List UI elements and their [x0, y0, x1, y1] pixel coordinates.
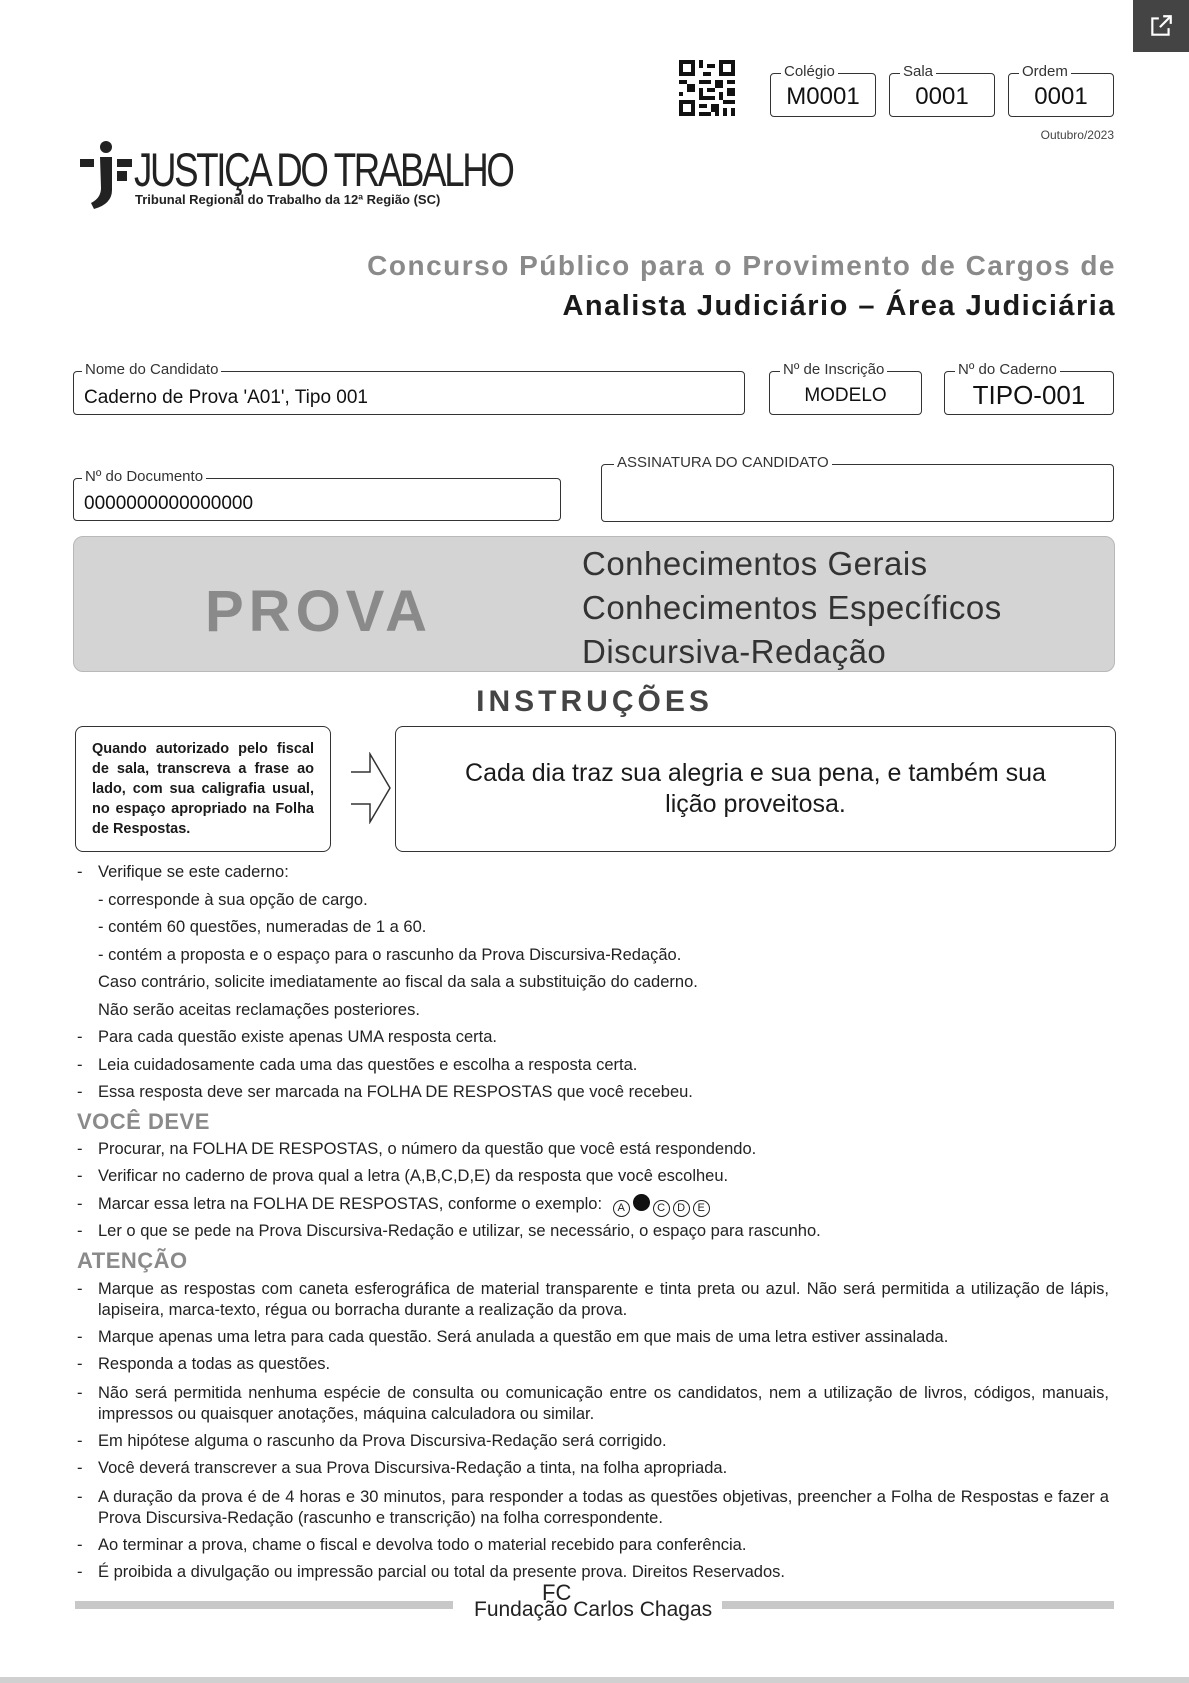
list-item: - Para cada questão existe apenas UMA resposta certa.: [77, 1028, 497, 1046]
option-c-bubble: C: [653, 1200, 670, 1217]
sub-item: - contém 60 questões, numeradas de 1 a 60.: [98, 918, 427, 936]
sala-field: [889, 63, 995, 117]
colegio-field: [770, 63, 876, 117]
inscricao-value: MODELO: [804, 385, 887, 406]
list-item: - Leia cuidadosamente cada uma das questões e escolha a resposta certa.: [77, 1055, 638, 1074]
phrase-text: Cada dia traz sua alegria e sua pena, e também sua lição proveitosa.: [465, 759, 1046, 818]
logo-subtitle: Tribunal Regional do Trabalho da 12ª Região (SC): [135, 192, 441, 207]
nome-candidato-field: [73, 361, 745, 415]
item-text: Não será permitida nenhuma espécie de consulta ou comunicação entre os candidatos, nem a utilização de livros, códigos, manuais, impressos ou quaisquer anotações, máquina calculadora ou similar.: [98, 1383, 1109, 1423]
sala-label: Sala: [900, 63, 936, 80]
assinatura-label: ASSINATURA DO CANDIDATO: [614, 454, 832, 471]
list-item: - Responda a todas as questões.: [77, 1355, 331, 1373]
caderno-value: TIPO-001: [972, 380, 1086, 410]
nome-candidato-label: Nome do Candidato: [82, 361, 221, 378]
item-text: Para cada questão existe apenas UMA resposta certa.: [98, 1028, 497, 1046]
inscricao-field: [769, 361, 922, 415]
logo-title: JUSTIÇA DO TRABALHO: [134, 143, 513, 196]
list-item: - Marque apenas uma letra para cada questão. Será anulada a questão em que mais de uma letra estiver assinalada.: [77, 1327, 949, 1346]
list-item: - É proibida a divulgação ou impressão parcial ou total da presente prova. Direitos Reservados.: [77, 1563, 785, 1581]
exam-date: Outubro/2023: [1040, 128, 1114, 142]
banner-line-discursiva: Discursiva-Redação: [582, 633, 887, 670]
option-d-bubble: D: [673, 1200, 690, 1217]
fcc-mark: FC: [542, 1580, 572, 1605]
item-text: Ao terminar a prova, chame o fiscal e devolva todo o material recebido para conferência.: [98, 1535, 747, 1554]
sub-item: - corresponde à sua opção de cargo.: [98, 890, 368, 909]
list-item: - Ao terminar a prova, chame o fiscal e devolva todo o material recebido para conferência.: [77, 1535, 747, 1554]
option-b-bubble-filled: [633, 1194, 650, 1211]
qr-code-icon: [679, 60, 735, 116]
open-external-button[interactable]: [1133, 0, 1189, 52]
fcc-logo: [474, 1580, 713, 1622]
list-item: - Verificar no caderno de prova qual a letra (A,B,C,D,E) da resposta que você escolheu.: [77, 1167, 729, 1185]
list-item: - Você deverá transcrever a sua Prova Discursiva-Redação a tinta, na folha apropriada.: [77, 1459, 728, 1477]
item-text: Marcar essa letra na FOLHA DE RESPOSTAS, conforme o exemplo:: [98, 1194, 603, 1213]
documento-field: [73, 468, 561, 521]
list-item: - Em hipótese alguma o rascunho da Prova Discursiva-Redação será corrigido.: [77, 1431, 667, 1450]
verify-text: Verifique se este caderno:: [98, 863, 289, 881]
item-text: Você deverá transcrever a sua Prova Discursiva-Redação a tinta, na folha apropriada.: [98, 1459, 728, 1477]
sub-item: - contém a proposta e o espaço para o rascunho da Prova Discursiva-Redação.: [98, 945, 682, 964]
list-item: - Ler o que se pede na Prova Discursiva-Redação e utilizar, se necessário, o espaço para rascunho.: [77, 1222, 821, 1240]
exam-title-line1: Concurso Público para o Provimento de Cargos de: [367, 250, 1116, 281]
item-text: Em hipótese alguma o rascunho da Prova Discursiva-Redação será corrigido.: [98, 1431, 667, 1450]
item-text: Ler o que se pede na Prova Discursiva-Redação e utilizar, se necessário, o espaço para rascunho.: [98, 1222, 821, 1240]
ordem-value: 0001: [1034, 83, 1088, 110]
open-external-icon: [1148, 13, 1174, 39]
banner-line-especificos: Conhecimentos Específicos: [582, 589, 1002, 626]
ordem-field: [1008, 63, 1114, 117]
list-item: - Essa resposta deve ser marcada na FOLHA DE RESPOSTAS que você recebeu.: [77, 1083, 693, 1101]
option-e-bubble: E: [693, 1200, 710, 1217]
contrario-text: Caso contrário, solicite imediatamente ao fiscal da sala a substituição do caderno.: [98, 973, 698, 991]
prova-word: PROVA: [205, 579, 432, 644]
phrase-box: [395, 726, 1116, 852]
list-item: - Procurar, na FOLHA DE RESPOSTAS, o número da questão que você está respondendo.: [77, 1139, 757, 1158]
page-bottom-edge: [0, 1677, 1189, 1683]
documento-value: 0000000000000000: [84, 493, 254, 514]
ordem-label: Ordem: [1019, 63, 1071, 80]
instructions-list: [77, 859, 1109, 1587]
caderno-label: Nº do Caderno: [955, 361, 1060, 378]
voce-deve-title: VOCÊ DEVE: [77, 1108, 210, 1134]
footer-bar-right: [722, 1601, 1114, 1609]
item-text: É proibida a divulgação ou impressão parcial ou total da presente prova. Direitos Reservados.: [98, 1563, 785, 1581]
item-text: Verificar no caderno de prova qual a letra (A,B,C,D,E) da resposta que você escolheu.: [98, 1167, 729, 1185]
item-text: A duração da prova é de 4 horas e 30 minutos, para responder a todas as questões objetivas, preencher a Folha de Respostas e fazer a Prova Discursiva-Redação (rascunho e transcrição) na folha correspondente.: [98, 1487, 1109, 1527]
colegio-label: Colégio: [781, 63, 838, 80]
answer-example: [613, 1195, 713, 1213]
list-item: - Marque as respostas com caneta esferográfica de material transparente e tinta preta ou azul. Não será permitida a utilização de lápis, lapiseira, marca-texto, régua ou borracha durante a realização da prova.: [77, 1279, 1109, 1319]
item-text: Procurar, na FOLHA DE RESPOSTAS, o número da questão que você está respondendo.: [98, 1139, 757, 1158]
banner-line-gerais: Conhecimentos Gerais: [582, 545, 928, 582]
list-item: - Verifique se este caderno:: [77, 863, 289, 881]
nome-candidato-value: Caderno de Prova 'A01', Tipo 001: [84, 387, 368, 408]
sala-value: 0001: [915, 83, 969, 110]
reclamacoes-text: Não serão aceitas reclamações posteriores.: [98, 1000, 420, 1019]
justica-logo-icon: [80, 140, 132, 212]
footer-bar-left: [75, 1601, 453, 1609]
inscricao-label: Nº de Inscrição: [780, 361, 887, 378]
fcc-name: Fundação Carlos Chagas: [474, 1598, 713, 1621]
item-text: Essa resposta deve ser marcada na FOLHA DE RESPOSTAS que você recebeu.: [98, 1083, 693, 1101]
item-text: Marque as respostas com caneta esferográfica de material transparente e tinta preta ou azul. Não será permitida a utilização de lápis, lapiseira, marca-texto, régua ou borracha durante a realização da prova.: [98, 1279, 1109, 1319]
colegio-value: M0001: [786, 83, 860, 110]
list-item: - A duração da prova é de 4 horas e 30 minutos, para responder a todas as questões objetivas, preencher a Folha de Respostas e fazer a Prova Discursiva-Redação (rascunho e transcrição) na folha correspondente.: [77, 1487, 1109, 1527]
instrucoes-title: INSTRUÇÕES: [476, 685, 713, 718]
item-text: Responda a todas as questões.: [98, 1355, 331, 1373]
item-text: Leia cuidadosamente cada uma das questões e escolha a resposta certa.: [98, 1055, 638, 1074]
item-text: Marque apenas uma letra para cada questão. Será anulada a questão em que mais de uma letra estiver assinalada.: [98, 1327, 949, 1346]
option-a-bubble: A: [613, 1200, 630, 1217]
list-item: - Não será permitida nenhuma espécie de consulta ou comunicação entre os candidatos, nem a utilização de livros, códigos, manuais, impressos ou quaisquer anotações, máquina calculadora ou similar.: [77, 1383, 1109, 1423]
assinatura-field: [601, 454, 1114, 522]
documento-label: Nº do Documento: [82, 468, 206, 485]
exam-title-line2: Analista Judiciário – Área Judiciária: [562, 290, 1116, 322]
list-item: - Marcar essa letra na FOLHA DE RESPOSTAS, conforme o exemplo: A C D E: [77, 1191, 1109, 1219]
atencao-title: ATENÇÃO: [77, 1247, 188, 1273]
arrow-right-icon: [350, 752, 392, 824]
caderno-field: [944, 361, 1114, 415]
transcribe-note: Quando autorizado pelo fiscal de sala, transcreva a frase ao lado, com sua caligrafia usual, no espaço apropriado na Folha de Respostas.: [75, 726, 331, 852]
